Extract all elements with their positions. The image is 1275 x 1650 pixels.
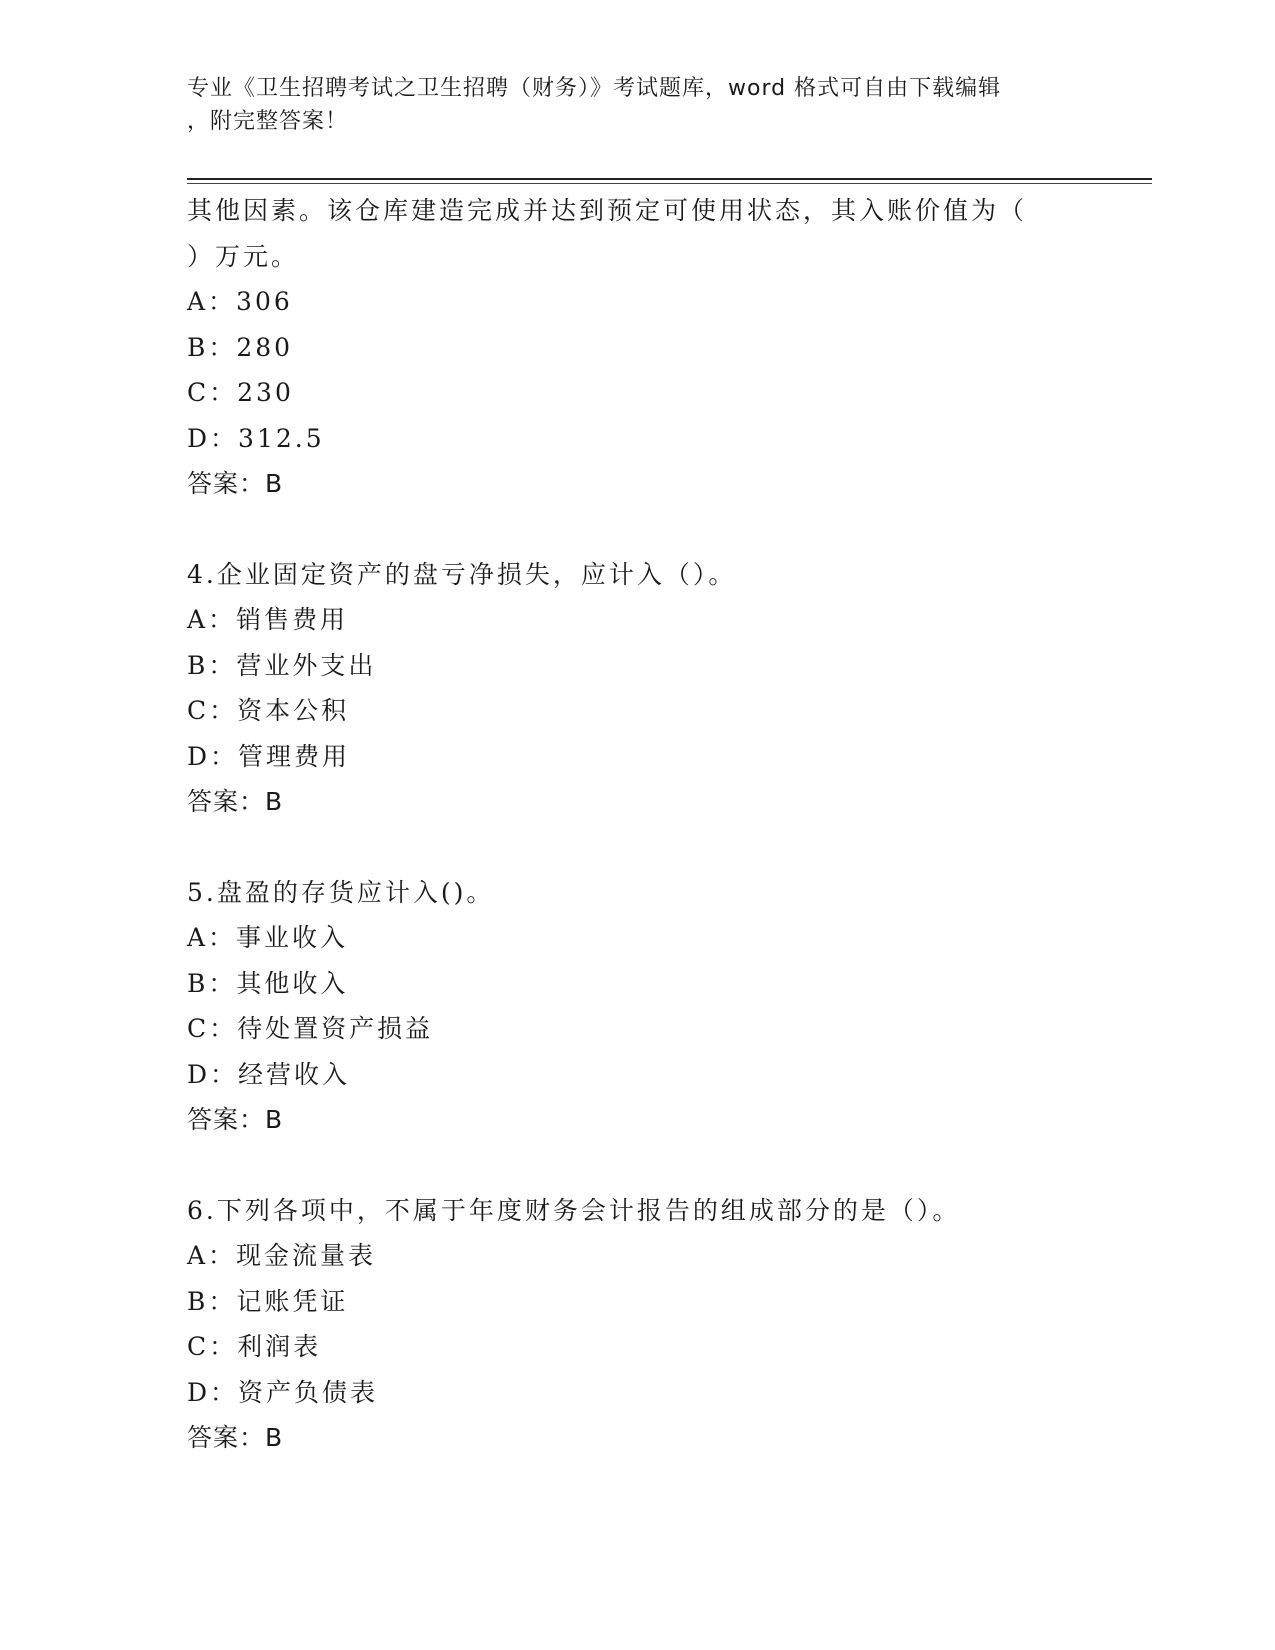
question-text-line: 5.盘盈的存货应计入()。 (187, 877, 495, 907)
question-text-line: 6.下列各项中，不属于年度财务会计报告的组成部分的是（）。 (187, 1195, 961, 1225)
option-b: B：280 (187, 332, 294, 362)
spacer (187, 507, 1087, 552)
question-3 (187, 188, 1087, 507)
answer-line: 答案：B (187, 1105, 284, 1134)
header-divider-thick (187, 178, 1152, 180)
option-a: A：现金流量表 (187, 1241, 377, 1270)
question-list (187, 188, 1087, 1461)
question-4 (187, 552, 1087, 825)
option-d: D：资产负债表 (187, 1377, 379, 1407)
question-text-line: 4.企业固定资产的盘亏净损失，应计入（）。 (187, 559, 737, 589)
answer-line: 答案：B (187, 469, 284, 498)
question-6 (187, 1188, 1087, 1461)
header-divider-thin (187, 183, 1152, 184)
option-d: D：312.5 (187, 423, 325, 453)
option-c: C：资本公积 (187, 696, 350, 725)
question-5 (187, 870, 1087, 1143)
option-c: C：待处置资产损益 (187, 1014, 434, 1043)
header-title-line1: 专业《卫生招聘考试之卫生招聘（财务）》考试题库，word 格式可自由下载编辑 (187, 76, 1002, 101)
answer-line: 答案：B (187, 1423, 284, 1452)
spacer (187, 1143, 1087, 1188)
option-c: C：230 (187, 378, 294, 407)
option-b: B：营业外支出 (187, 650, 377, 680)
option-b: B：记账凭证 (187, 1286, 349, 1316)
option-b: B：其他收入 (187, 968, 349, 998)
question-text-line: 其他因素。该仓库建造完成并达到预定可使用状态，其入账价值为（ (187, 196, 1028, 225)
answer-line: 答案：B (187, 787, 284, 816)
header-title-line2: ，附完整答案！ (187, 109, 349, 134)
question-text-line: ）万元。 (187, 241, 300, 271)
option-a: A：306 (187, 287, 293, 316)
option-a: A：销售费用 (187, 605, 349, 634)
option-c: C：利润表 (187, 1332, 322, 1361)
document-header (187, 72, 1067, 138)
option-d: D：管理费用 (187, 741, 351, 771)
option-d: D：经营收入 (187, 1059, 351, 1089)
spacer (187, 825, 1087, 870)
option-a: A：事业收入 (187, 923, 349, 952)
